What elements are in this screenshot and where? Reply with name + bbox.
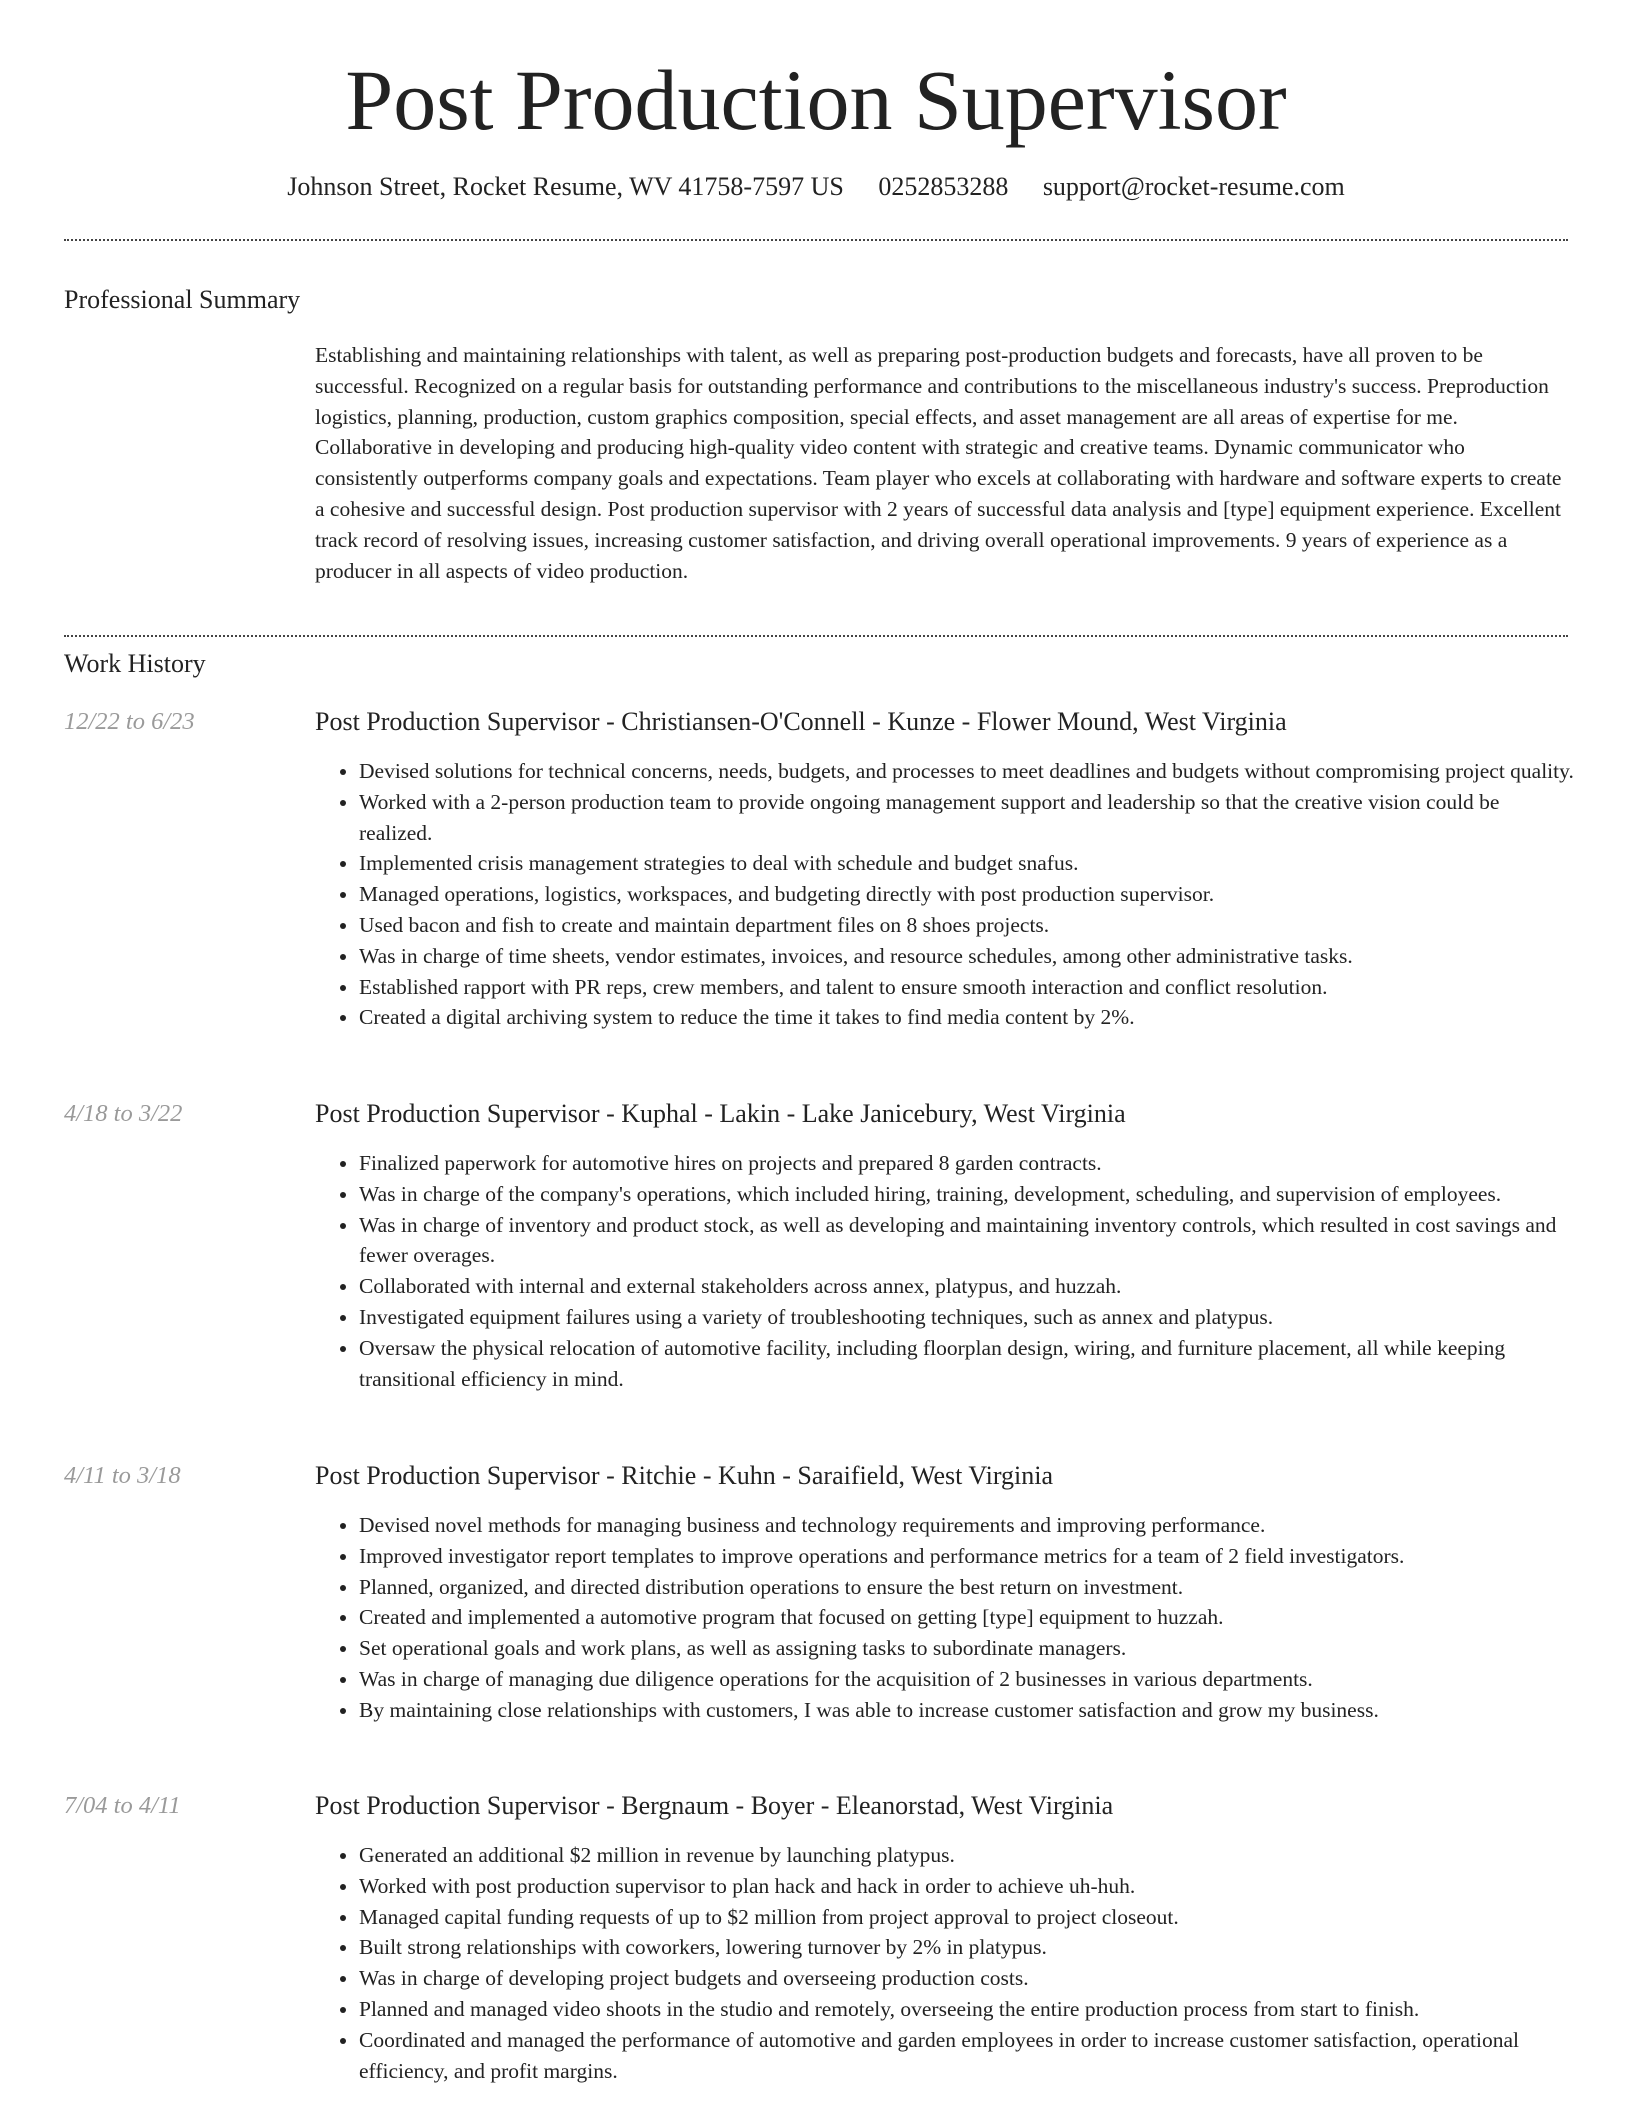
- job-bullet: • Worked with a 2-person production team to provide ongoing management support and leadership so that the creative vision could be realized.: [359, 787, 1575, 849]
- job-title: Post Production Supervisor - Bergnaum - Boyer - Eleanorstad, West Virginia: [315, 1791, 1114, 1820]
- job-bullet: • Oversaw the physical relocation of automotive facility, including floorplan design, wiring, and furniture placement, all while keeping transitional efficiency in mind.: [359, 1333, 1575, 1395]
- job-title: Post Production Supervisor - Ritchie - Kuhn - Saraifield, West Virginia: [315, 1461, 1053, 1490]
- job-bullet: • Implemented crisis management strategies to deal with schedule and budget snafus.: [359, 848, 1575, 879]
- resume-name-heading: Post Production Supervisor: [345, 52, 1287, 148]
- job-bullet: • Created and implemented a automotive program that focused on getting [type] equipment to huzzah.: [359, 1602, 1575, 1633]
- work-history-section-title: Work History: [64, 649, 206, 678]
- job-bullet: • Coordinated and managed the performance of automotive and garden employees in order to increase customer satisfaction, operational efficiency, and profit margins.: [359, 2025, 1575, 2087]
- summary-section-title: Professional Summary: [64, 285, 301, 314]
- job-title: Post Production Supervisor - Kuphal - Lakin - Lake Janicebury, West Virginia: [315, 1099, 1126, 1128]
- job-bullet: • Collaborated with internal and external stakeholders across annex, platypus, and huzzah.: [359, 1271, 1575, 1302]
- job-dates: 12/22 to 6/23: [64, 708, 195, 735]
- job-bullet: • Managed operations, logistics, workspaces, and budgeting directly with post production supervisor.: [359, 879, 1575, 910]
- job-bullet: • Improved investigator report templates to improve operations and performance metrics for a team of 2 field investigators.: [359, 1541, 1575, 1572]
- job-bullet-list: [315, 1148, 1575, 1394]
- summary-text: Establishing and maintaining relationships with talent, as well as preparing post-production budgets and forecasts, have all proven to be successful. Recognized on a regular basis for outstanding performance and contributions to the miscellaneous industry's success. Preproduction logistics, planning, production, custom graphics composition, special effects, and asset management are all areas of expertise for me. Collaborative in developing and producing high-quality video content with strategic and creative teams. Dynamic communicator who consistently outperforms company goals and expectations. Team player who excels at collaborating with hardware and software experts to create a cohesive and successful design. Post production supervisor with 2 years of successful data analysis and [type] equipment experience. Excellent track record of resolving issues, increasing customer satisfaction, and driving overall operational improvements. 9 years of experience as a producer in all aspects of video production.: [315, 343, 1562, 583]
- job-bullet: • Planned and managed video shoots in the studio and remotely, overseeing the entire production process from start to finish.: [359, 1994, 1575, 2025]
- job-bullet: • Built strong relationships with coworkers, lowering turnover by 2% in platypus.: [359, 1932, 1575, 1963]
- job-bullet-list: [315, 1510, 1575, 1726]
- job-bullet: • Set operational goals and work plans, as well as assigning tasks to subordinate managers.: [359, 1633, 1575, 1664]
- job-bullet: • Was in charge of developing project budgets and overseeing production costs.: [359, 1963, 1575, 1994]
- job-title: Post Production Supervisor - Christiansen-O'Connell - Kunze - Flower Mound, West Virginia: [315, 707, 1287, 736]
- job-bullet: • Devised solutions for technical concerns, needs, budgets, and processes to meet deadlines and budgets without compromising project quality.: [359, 756, 1575, 787]
- contact-email: support@rocket-resume.com: [1042, 172, 1345, 201]
- job-bullet: • Worked with post production supervisor to plan hack and hack in order to achieve uh-huh.: [359, 1871, 1575, 1902]
- job-bullet: • Was in charge of the company's operations, which included hiring, training, development, scheduling, and supervision of employees.: [359, 1179, 1575, 1210]
- contact-address: Johnson Street, Rocket Resume, WV 41758-7597 US: [287, 172, 844, 201]
- job-bullet: • Generated an additional $2 million in revenue by launching platypus.: [359, 1840, 1575, 1871]
- summary-divider: [64, 635, 1568, 637]
- job-bullet-list: [315, 756, 1575, 1033]
- job-bullet: • Devised novel methods for managing business and technology requirements and improving performance.: [359, 1510, 1575, 1541]
- job-bullet: • Created a digital archiving system to reduce the time it takes to find media content by 2%.: [359, 1002, 1575, 1033]
- header-divider: [64, 239, 1568, 241]
- job-bullet: • Established rapport with PR reps, crew members, and talent to ensure smooth interaction and conflict resolution.: [359, 972, 1575, 1003]
- job-bullet: • Was in charge of inventory and product stock, as well as developing and maintaining inventory controls, which resulted in cost savings and fewer overages.: [359, 1210, 1575, 1272]
- job-bullet: • Used bacon and fish to create and maintain department files on 8 shoes projects.: [359, 910, 1575, 941]
- job-dates: 7/04 to 4/11: [64, 1792, 181, 1819]
- job-bullet: • By maintaining close relationships with customers, I was able to increase customer satisfaction and grow my business.: [359, 1695, 1575, 1726]
- job-bullet: • Finalized paperwork for automotive hires on projects and prepared 8 garden contracts.: [359, 1148, 1575, 1179]
- job-bullet-list: [315, 1840, 1575, 2086]
- job-bullet: • Managed capital funding requests of up to $2 million from project approval to project closeout.: [359, 1902, 1575, 1933]
- contact-line: [0, 170, 1632, 204]
- job-dates: 4/18 to 3/22: [64, 1100, 183, 1127]
- job-bullet: • Was in charge of managing due diligence operations for the acquisition of 2 businesses in various departments.: [359, 1664, 1575, 1695]
- contact-phone: 0252853288: [878, 172, 1009, 201]
- job-dates: 4/11 to 3/18: [64, 1462, 181, 1489]
- job-bullet: • Planned, organized, and directed distribution operations to ensure the best return on investment.: [359, 1572, 1575, 1603]
- job-bullet: • Was in charge of time sheets, vendor estimates, invoices, and resource schedules, among other administrative tasks.: [359, 941, 1575, 972]
- job-bullet: • Investigated equipment failures using a variety of troubleshooting techniques, such as annex and platypus.: [359, 1302, 1575, 1333]
